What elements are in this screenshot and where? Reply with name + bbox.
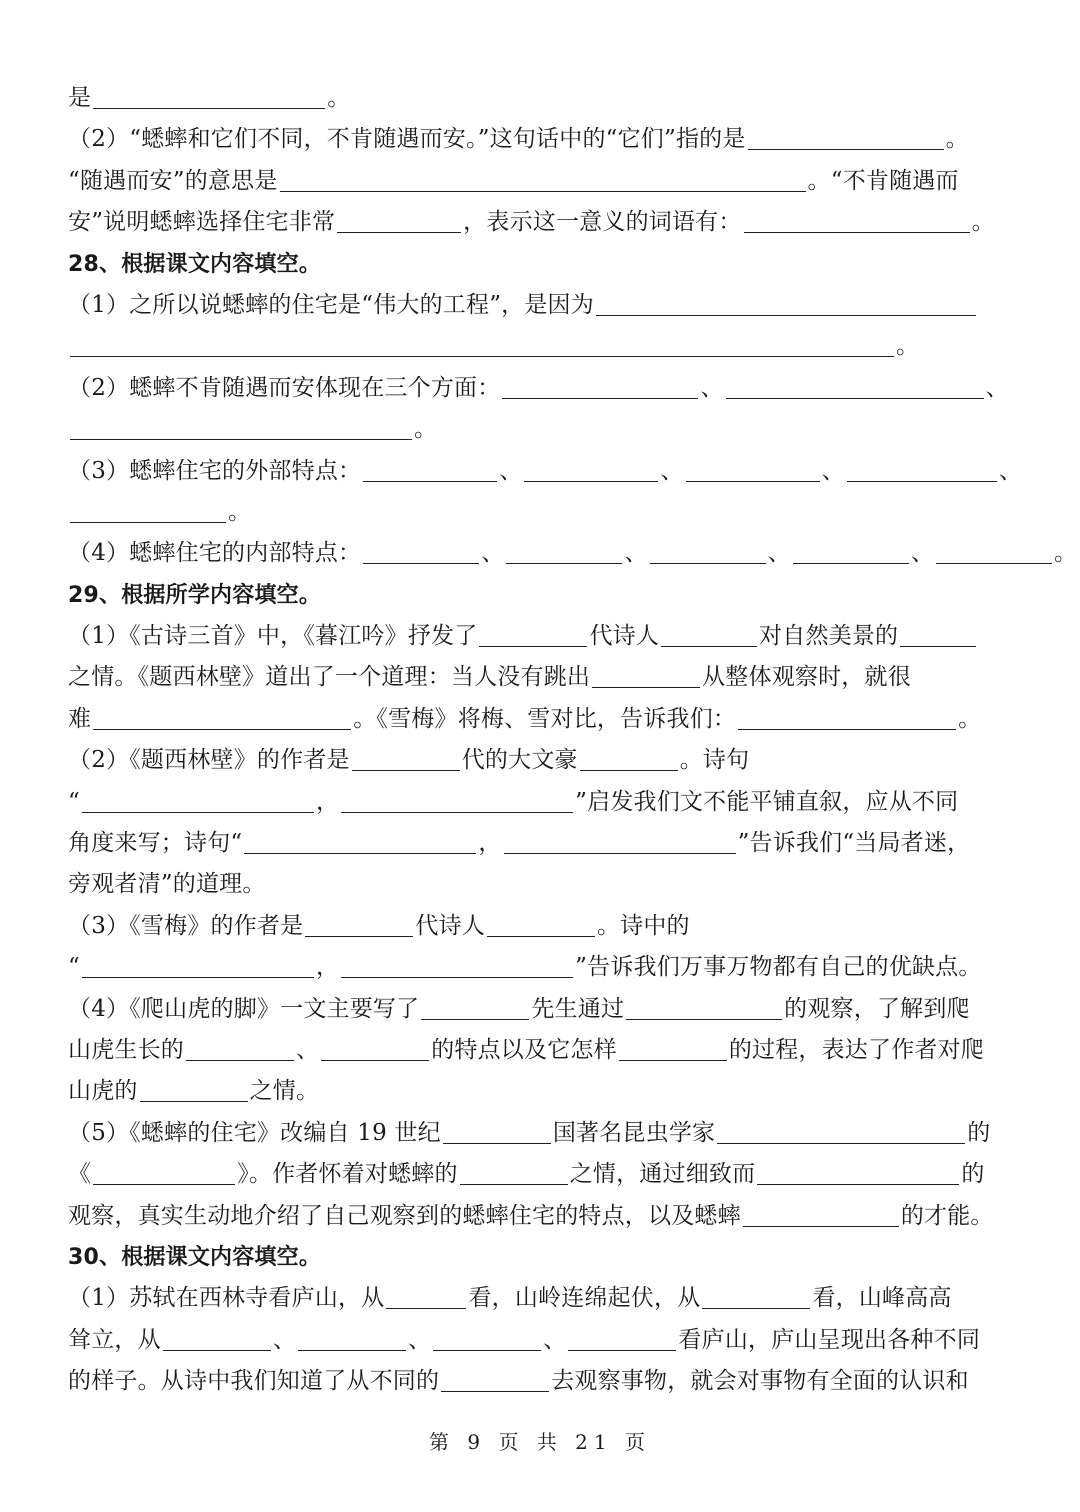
- answer-blank[interactable]: [321, 1059, 429, 1061]
- answer-blank[interactable]: [341, 976, 573, 978]
- text-segment: （2）“蟋蟀和它们不同，不肯随遇而安。”这句话中的“它们”指的是: [68, 126, 746, 153]
- answer-blank[interactable]: [186, 1059, 294, 1061]
- text-line: [68, 368, 1014, 409]
- text-segment: （2）蟋蟀不肯随遇而安体现在三个方面：: [68, 374, 501, 401]
- answer-blank[interactable]: [738, 728, 956, 730]
- text-segment: 耸立，从: [68, 1326, 161, 1353]
- text-line: [68, 616, 1014, 657]
- text-segment: 、: [767, 540, 791, 567]
- text-line: [68, 1361, 1014, 1402]
- text-line: [68, 78, 1014, 119]
- answer-blank[interactable]: [352, 769, 460, 771]
- answer-blank[interactable]: [386, 1307, 466, 1309]
- worksheet-body: [68, 78, 1078, 1403]
- text-segment: 。诗句: [679, 747, 750, 774]
- text-segment: 看，山峰高高: [812, 1285, 952, 1312]
- answer-blank[interactable]: [504, 852, 736, 854]
- text-segment: 、: [272, 1326, 297, 1353]
- answer-blank[interactable]: [441, 1390, 549, 1392]
- answer-blank[interactable]: [70, 521, 226, 523]
- answer-blank[interactable]: [506, 562, 622, 564]
- answer-blank[interactable]: [244, 852, 476, 854]
- answer-blank[interactable]: [93, 107, 325, 109]
- answer-blank[interactable]: [305, 935, 413, 937]
- text-line: [68, 1320, 1014, 1361]
- answer-blank[interactable]: [70, 438, 412, 440]
- text-segment: 山虎的: [68, 1078, 138, 1105]
- text-segment: 难: [68, 705, 92, 732]
- answer-blank[interactable]: [619, 1059, 727, 1061]
- text-segment: 先生通过: [531, 995, 625, 1022]
- footer-mid: 页 共: [498, 1430, 563, 1454]
- text-segment: 的过程，表达了作者对爬: [728, 1036, 985, 1063]
- text-segment: 29、根据所学内容填空。: [68, 582, 322, 608]
- text-segment: 。: [958, 705, 982, 732]
- answer-blank[interactable]: [93, 1183, 235, 1185]
- text-segment: 。: [414, 416, 438, 443]
- text-segment: 去观察事物，就会对事物有全面的认识和: [551, 1368, 969, 1395]
- answer-blank[interactable]: [757, 1183, 959, 1185]
- answer-blank[interactable]: [592, 686, 700, 688]
- text-segment: （1）《古诗三首》中，《暮江吟》抒发了: [68, 623, 478, 650]
- text-segment: （3）蟋蟀住宅的外部特点：: [68, 457, 362, 484]
- text-segment: ，表示这一意义的词语有：: [463, 209, 742, 236]
- page-footer: [0, 1426, 1080, 1455]
- answer-blank[interactable]: [936, 562, 1052, 564]
- text-segment: 旁观者清”的道理。: [68, 871, 266, 898]
- text-segment: 、: [408, 1326, 432, 1353]
- text-segment: 。“不肯随遇而: [807, 167, 959, 194]
- text-segment: 。: [1054, 540, 1078, 567]
- text-line: [68, 989, 1014, 1030]
- text-segment: 、: [660, 457, 684, 484]
- text-line: [68, 1113, 1014, 1154]
- text-segment: 代诗人: [589, 623, 660, 650]
- text-segment: 。诗中的: [596, 912, 690, 939]
- answer-blank[interactable]: [163, 1349, 271, 1351]
- text-segment: 、: [499, 457, 523, 484]
- text-segment: 之情。《题西林壁》道出了一个道理：当人没有跳出: [68, 664, 591, 691]
- answer-blank[interactable]: [298, 1349, 406, 1351]
- text-segment: 。: [896, 333, 920, 360]
- answer-blank[interactable]: [487, 935, 595, 937]
- answer-blank[interactable]: [460, 1183, 568, 1185]
- answer-blank[interactable]: [341, 811, 573, 813]
- answer-blank[interactable]: [443, 1142, 551, 1144]
- text-line: [68, 864, 1014, 905]
- text-line: [68, 533, 1078, 574]
- answer-blank[interactable]: [502, 397, 698, 399]
- text-segment: 看庐山，庐山呈现出各种不同: [678, 1326, 981, 1353]
- answer-blank[interactable]: [743, 1225, 899, 1227]
- answer-blank[interactable]: [82, 811, 314, 813]
- answer-blank[interactable]: [650, 562, 766, 564]
- text-line: [68, 782, 1014, 823]
- text-segment: 、: [624, 540, 648, 567]
- text-segment: 。: [971, 209, 995, 236]
- text-segment: 的: [967, 1119, 991, 1146]
- text-segment: “: [68, 954, 80, 981]
- answer-blank[interactable]: [363, 480, 497, 482]
- answer-blank[interactable]: [744, 231, 970, 233]
- answer-blank[interactable]: [433, 1349, 541, 1351]
- text-segment: （2）《题西林壁》的作者是: [68, 747, 350, 774]
- text-segment: ，: [478, 830, 502, 857]
- text-segment: 看，山岭连绵起伏，从: [468, 1285, 701, 1312]
- text-segment: 、: [543, 1326, 567, 1353]
- text-segment: （3）《雪梅》的作者是: [68, 912, 304, 939]
- answer-blank[interactable]: [568, 1349, 676, 1351]
- text-line: [68, 161, 1014, 202]
- question-heading: [68, 575, 1014, 616]
- text-segment: 对自然美景的: [759, 623, 899, 650]
- text-segment: ，: [315, 788, 340, 815]
- text-segment: 、: [481, 540, 505, 567]
- text-segment: 之情。: [249, 1078, 320, 1105]
- text-line: [68, 906, 1014, 947]
- text-segment: 的: [961, 1161, 985, 1188]
- text-segment: 代诗人: [415, 912, 485, 939]
- text-segment: “随遇而安”的意思是: [68, 167, 278, 194]
- answer-blank[interactable]: [717, 1142, 965, 1144]
- answer-blank[interactable]: [847, 480, 997, 482]
- answer-blank[interactable]: [524, 480, 658, 482]
- answer-blank[interactable]: [686, 480, 820, 482]
- answer-blank[interactable]: [82, 976, 314, 978]
- text-segment: 、: [998, 457, 1023, 484]
- text-segment: 、: [985, 374, 1009, 401]
- text-line: [68, 1278, 1014, 1319]
- text-segment: 之情，通过细致而: [569, 1161, 756, 1188]
- text-line: [68, 657, 1014, 698]
- text-segment: ，: [315, 954, 340, 981]
- footer-page-number: 9: [467, 1430, 487, 1454]
- answer-blank[interactable]: [363, 562, 479, 564]
- answer-blank[interactable]: [70, 355, 894, 357]
- answer-blank[interactable]: [702, 1307, 810, 1309]
- text-segment: ”告诉我们“当局者迷，: [737, 830, 971, 857]
- answer-blank[interactable]: [93, 728, 351, 730]
- text-line: [68, 947, 1014, 988]
- text-line: [68, 1154, 1014, 1195]
- text-segment: 。: [228, 498, 252, 525]
- text-segment: （4）《爬山虎的脚》一文主要写了: [68, 995, 420, 1022]
- question-heading: [68, 1237, 1014, 1278]
- answer-blank[interactable]: [280, 190, 806, 192]
- answer-blank[interactable]: [793, 562, 909, 564]
- answer-blank[interactable]: [748, 148, 944, 150]
- text-segment: 观察，真实生动地介绍了自己观察到的蟋蟀住宅的特点，以及蟋蟀: [68, 1202, 741, 1229]
- text-segment: 》。作者怀着对蟋蟀的: [237, 1161, 458, 1188]
- text-segment: 国著名昆虫学家: [552, 1119, 716, 1146]
- text-segment: 《: [68, 1161, 92, 1188]
- text-segment: 角度来写；诗句“: [68, 830, 243, 857]
- answer-blank[interactable]: [479, 645, 587, 647]
- footer-suffix: 页: [624, 1430, 651, 1454]
- text-segment: （5）《蟋蟀的住宅》改编自 19 世纪: [68, 1119, 441, 1146]
- text-line: [68, 1196, 1014, 1237]
- text-line: [68, 202, 1014, 243]
- text-segment: 的才能。: [900, 1202, 994, 1229]
- text-segment: 。: [327, 85, 351, 111]
- text-line: [68, 1030, 1014, 1071]
- text-line: [68, 326, 1014, 367]
- answer-blank[interactable]: [900, 645, 976, 647]
- answer-blank[interactable]: [726, 397, 984, 399]
- text-segment: （1）之所以说蟋蟀的住宅是“伟大的工程”，是因为: [68, 291, 594, 318]
- text-segment: 、: [296, 1036, 320, 1063]
- text-segment: 、: [910, 540, 935, 567]
- text-segment: 、: [700, 374, 724, 401]
- answer-blank[interactable]: [661, 645, 757, 647]
- text-segment: 代的大文豪: [461, 747, 578, 774]
- text-segment: （4）蟋蟀住宅的内部特点：: [68, 540, 362, 567]
- text-line: [68, 492, 1014, 533]
- text-segment: 。《雪梅》将梅、雪对比，告诉我们：: [353, 705, 737, 732]
- text-segment: 、: [821, 457, 845, 484]
- footer-prefix: 第: [429, 1430, 455, 1454]
- text-segment: （1）苏轼在西林寺看庐山，从: [68, 1285, 385, 1312]
- text-segment: 安”说明蟋蟀选择住宅非常: [68, 209, 336, 236]
- text-line: [68, 699, 1014, 740]
- footer-total-pages: 21: [575, 1430, 613, 1454]
- answer-blank[interactable]: [580, 769, 678, 771]
- text-segment: 从整体观察时，就很: [702, 664, 911, 691]
- text-segment: 28、根据课文内容填空。: [68, 251, 322, 277]
- answer-blank[interactable]: [337, 231, 461, 233]
- text-line: [68, 823, 1014, 864]
- text-segment: 山虎生长的: [68, 1036, 184, 1063]
- text-segment: 的观察，了解到爬: [784, 995, 970, 1022]
- text-segment: “: [68, 788, 80, 815]
- text-segment: ”告诉我们万事万物都有自己的优缺点。: [575, 954, 982, 981]
- text-segment: 30、根据课文内容填空。: [68, 1244, 322, 1270]
- text-line: [68, 409, 1014, 450]
- text-line: [68, 285, 1014, 326]
- text-line: [68, 119, 1014, 160]
- answer-blank[interactable]: [596, 314, 976, 316]
- question-heading: [68, 244, 1014, 285]
- answer-blank[interactable]: [140, 1100, 248, 1102]
- text-segment: 。: [945, 126, 969, 153]
- answer-blank[interactable]: [626, 1018, 782, 1020]
- text-segment: 是: [68, 85, 92, 111]
- answer-blank[interactable]: [421, 1018, 529, 1020]
- text-segment: 的特点以及它怎样: [431, 1036, 617, 1063]
- text-segment: 的样子。从诗中我们知道了从不同的: [68, 1368, 440, 1395]
- text-line: [68, 1071, 1014, 1112]
- text-line: [68, 740, 1014, 781]
- text-segment: ”启发我们文不能平铺直叙，应从不同: [575, 788, 959, 815]
- text-line: [68, 451, 1023, 492]
